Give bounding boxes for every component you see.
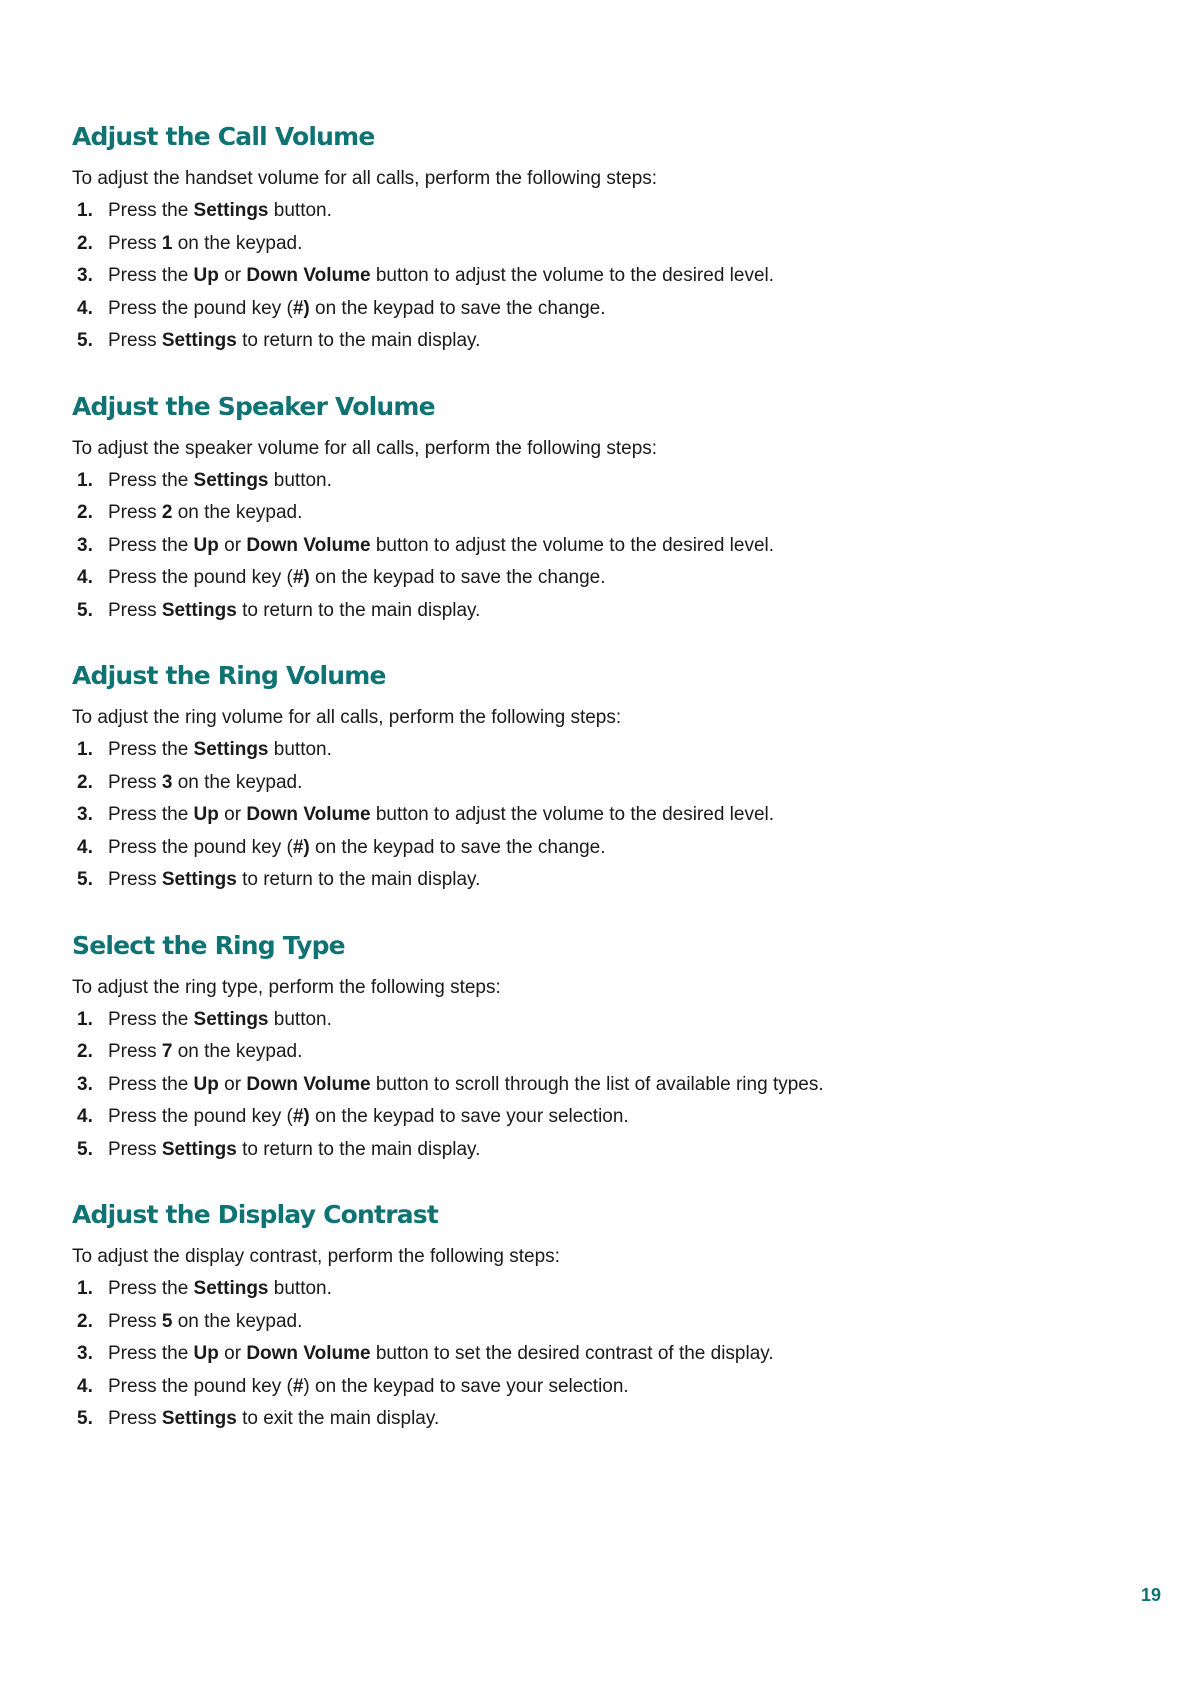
step-text-run: Press <box>108 771 162 793</box>
step-emphasis: Settings <box>193 200 269 221</box>
step-number: 2. <box>77 771 93 793</box>
step-emphasis: 5 <box>161 1310 173 1332</box>
step-number: 1. <box>77 1008 93 1030</box>
step-number: 5. <box>77 869 93 890</box>
step-number: 3. <box>77 265 93 286</box>
step-item <box>72 1073 1122 1106</box>
step-text-run: or <box>218 1343 247 1364</box>
step-number: 5. <box>77 1138 93 1160</box>
step-text <box>108 599 480 632</box>
step-item <box>72 1138 1122 1171</box>
step-text <box>108 1105 629 1138</box>
step-text <box>108 1342 774 1375</box>
step-item <box>72 199 1122 232</box>
step-emphasis: Settings <box>193 1008 269 1030</box>
step-emphasis: Settings <box>193 1278 269 1299</box>
step-text-run: or <box>218 265 247 286</box>
step-text-run: to return to the main display. <box>236 330 481 351</box>
step-number: 2. <box>77 1041 93 1062</box>
step-text-run: Press <box>108 1408 162 1429</box>
section <box>72 390 1122 632</box>
step-item <box>72 1277 1122 1310</box>
step-text-run: Press the <box>108 739 194 760</box>
step-item <box>72 836 1122 869</box>
step-number: 3. <box>77 534 93 556</box>
section-intro: To adjust the speaker volume for all calls, perform the following steps: <box>72 437 658 459</box>
step-emphasis: Settings <box>161 1138 237 1160</box>
step-item <box>72 1375 1122 1408</box>
step-text-run: button. <box>268 1008 332 1030</box>
step-text-run: on the keypad to save your selection. <box>309 1106 629 1127</box>
step-text <box>108 566 606 599</box>
step-text-run: Press the pound key ( <box>108 567 293 588</box>
step-text <box>108 738 332 771</box>
section-title: Adjust the Speaker Volume <box>72 391 435 421</box>
step-text <box>108 1073 824 1106</box>
document-page <box>72 120 1122 1468</box>
step-text-run: Press the <box>108 265 194 286</box>
step-text-run: to exit the main display. <box>236 1408 440 1429</box>
step-text-run: Press the <box>108 469 194 491</box>
step-emphasis: 7 <box>161 1041 173 1062</box>
step-item <box>72 566 1122 599</box>
step-text-run: on the keypad. <box>172 502 303 523</box>
section-intro: To adjust the ring type, perform the following steps: <box>72 976 501 998</box>
step-text <box>108 1008 332 1041</box>
step-text-run: Press the pound key ( <box>108 1106 293 1127</box>
step-text-run: or <box>218 1073 247 1095</box>
step-text-run: Press the <box>108 1008 194 1030</box>
step-text-run: on the keypad to save the change. <box>309 836 606 858</box>
section-intro: To adjust the handset volume for all calls, perform the following steps: <box>72 168 658 189</box>
step-item <box>72 534 1122 567</box>
step-emphasis: Up <box>193 534 219 556</box>
step-number: 3. <box>77 1343 93 1364</box>
step-text-run: on the keypad. <box>172 771 303 793</box>
step-item <box>72 264 1122 297</box>
step-text-run: button. <box>268 1278 332 1299</box>
step-emphasis: Down Volume <box>246 265 371 286</box>
step-text-run: or <box>218 804 247 825</box>
section-title: Select the Ring Type <box>72 930 345 960</box>
step-text <box>108 803 774 836</box>
step-text-run: Press <box>108 869 162 890</box>
step-emphasis: #) <box>292 836 310 858</box>
step-text-run: Press <box>108 232 162 254</box>
section-intro: To adjust the display contrast, perform the following steps: <box>72 1246 560 1267</box>
step-number: 2. <box>77 1310 93 1332</box>
step-text <box>108 297 606 330</box>
step-emphasis: 3 <box>161 771 173 793</box>
step-text <box>108 1138 480 1171</box>
step-item <box>72 469 1122 502</box>
step-text-run: Press the <box>108 1073 194 1095</box>
step-item <box>72 232 1122 265</box>
page-number: 19 <box>1140 1585 1161 1605</box>
step-number: 1. <box>77 1278 93 1299</box>
step-text-run: on the keypad to save the change. <box>309 567 606 588</box>
step-text-run: button. <box>268 739 332 760</box>
step-text-run: Press the <box>108 1278 194 1299</box>
step-number: 4. <box>77 1375 93 1397</box>
step-text-run: button to adjust the volume to the desired level. <box>370 534 775 556</box>
step-text-run: to return to the main display. <box>236 1138 481 1160</box>
step-item <box>72 599 1122 632</box>
step-text-run: button to scroll through the list of available ring types. <box>370 1073 824 1095</box>
step-text-run: Press <box>108 1138 162 1160</box>
step-text-run: Press <box>108 502 162 523</box>
step-item <box>72 868 1122 901</box>
step-item <box>72 803 1122 836</box>
step-text-run: Press the pound key ( <box>108 1375 293 1397</box>
step-number: 2. <box>77 232 93 254</box>
step-text <box>108 1040 302 1073</box>
step-emphasis: 2 <box>161 502 173 523</box>
step-number: 5. <box>77 1408 93 1429</box>
section-intro: To adjust the ring volume for all calls, perform the following steps: <box>72 707 622 728</box>
step-item <box>72 1407 1122 1440</box>
section <box>72 1198 1122 1440</box>
step-number: 3. <box>77 804 93 825</box>
step-text <box>108 1310 302 1343</box>
step-text-run: to return to the main display. <box>236 599 481 621</box>
step-emphasis: Settings <box>161 599 237 621</box>
step-item <box>72 1040 1122 1073</box>
step-text-run: on the keypad. <box>172 1310 303 1332</box>
step-emphasis: #) <box>292 297 310 319</box>
step-text <box>108 199 332 232</box>
step-text <box>108 534 774 567</box>
step-emphasis: Up <box>193 265 219 286</box>
step-item <box>72 329 1122 362</box>
step-item <box>72 501 1122 534</box>
step-text-run: Press the <box>108 1343 194 1364</box>
step-text-run: ) on the keypad to save your selection. <box>303 1375 629 1397</box>
section <box>72 929 1122 1171</box>
step-number: 2. <box>77 502 93 523</box>
step-text-run: on the keypad to save the change. <box>309 297 606 319</box>
step-number: 4. <box>77 567 93 588</box>
step-item <box>72 1342 1122 1375</box>
step-text <box>108 1375 629 1408</box>
step-item <box>72 297 1122 330</box>
step-emphasis: Settings <box>161 330 237 351</box>
step-number: 4. <box>77 836 93 858</box>
step-text-run: button. <box>268 200 332 221</box>
step-text-run: or <box>218 534 247 556</box>
step-item <box>72 1105 1122 1138</box>
step-text-run: Press the <box>108 804 194 825</box>
step-number: 1. <box>77 200 93 221</box>
step-emphasis: Down Volume <box>246 534 371 556</box>
section <box>72 659 1122 901</box>
step-emphasis: Up <box>193 1073 219 1095</box>
step-number: 5. <box>77 330 93 351</box>
step-text-run: on the keypad. <box>172 232 303 254</box>
step-text-run: Press the <box>108 200 194 221</box>
step-number: 4. <box>77 1106 93 1127</box>
step-text-run: Press <box>108 1041 162 1062</box>
step-emphasis: Down Volume <box>246 1073 371 1095</box>
step-text-run: Press <box>108 330 162 351</box>
step-number: 3. <box>77 1073 93 1095</box>
step-list <box>72 199 1122 362</box>
step-text-run: Press <box>108 1310 162 1332</box>
step-emphasis: Settings <box>161 1408 237 1429</box>
step-item <box>72 1008 1122 1041</box>
step-list <box>72 1277 1122 1440</box>
step-emphasis: Settings <box>161 869 237 890</box>
step-emphasis: #) <box>292 567 310 588</box>
step-emphasis: Settings <box>193 469 269 491</box>
step-text <box>108 329 480 362</box>
step-list <box>72 469 1122 632</box>
step-text-run: on the keypad. <box>172 1041 303 1062</box>
step-item <box>72 771 1122 804</box>
step-emphasis: Settings <box>193 739 269 760</box>
step-text <box>108 501 302 534</box>
section-title: Adjust the Display Contrast <box>72 1200 439 1229</box>
step-text-run: Press the <box>108 534 194 556</box>
step-list <box>72 738 1122 901</box>
step-emphasis: # <box>292 1375 304 1397</box>
step-item <box>72 738 1122 771</box>
section <box>72 120 1122 362</box>
step-number: 4. <box>77 297 93 319</box>
step-emphasis: Down Volume <box>246 804 371 825</box>
step-text <box>108 469 332 502</box>
step-emphasis: Up <box>193 1343 219 1364</box>
step-text <box>108 232 302 265</box>
step-text-run: Press <box>108 599 162 621</box>
step-number: 1. <box>77 469 93 491</box>
step-emphasis: 1 <box>161 232 173 254</box>
step-text-run: button to adjust the volume to the desired level. <box>370 804 775 825</box>
step-emphasis: Up <box>193 804 219 825</box>
step-emphasis: Down Volume <box>246 1343 371 1364</box>
step-text <box>108 1407 439 1440</box>
section-title: Adjust the Ring Volume <box>72 661 386 690</box>
step-text-run: Press the pound key ( <box>108 297 293 319</box>
step-text <box>108 771 302 804</box>
step-text-run: button. <box>268 469 332 491</box>
step-text-run: button to set the desired contrast of the display. <box>370 1343 774 1364</box>
step-text <box>108 1277 332 1310</box>
step-text <box>108 868 480 901</box>
step-emphasis: #) <box>292 1106 310 1127</box>
step-text-run: Press the pound key ( <box>108 836 293 858</box>
step-number: 5. <box>77 599 93 621</box>
step-item <box>72 1310 1122 1343</box>
step-text <box>108 264 774 297</box>
section-title: Adjust the Call Volume <box>72 122 375 151</box>
step-text-run: to return to the main display. <box>236 869 481 890</box>
step-list <box>72 1008 1122 1171</box>
step-number: 1. <box>77 739 93 760</box>
step-text <box>108 836 606 869</box>
step-text-run: button to adjust the volume to the desired level. <box>370 265 775 286</box>
